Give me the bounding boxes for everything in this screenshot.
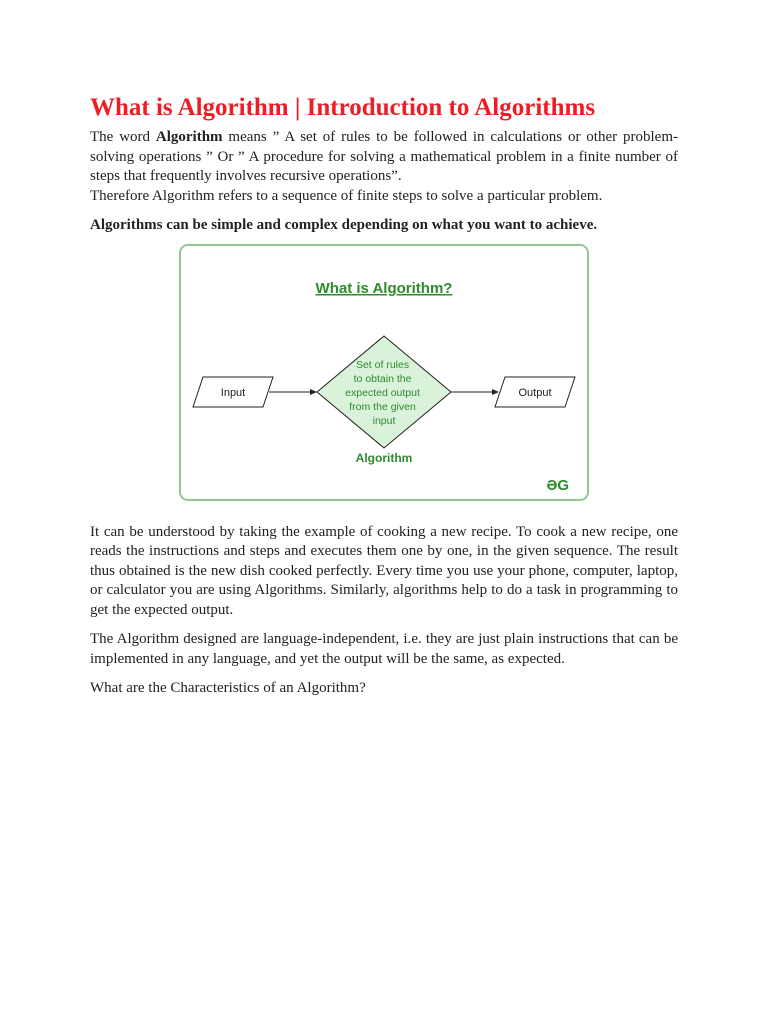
intro-term: Algorithm xyxy=(155,129,223,145)
decision-line-5: input xyxy=(372,414,396,427)
intro-paragraph xyxy=(90,128,678,187)
subheading: Algorithms can be simple and complex depending on what you want to achieve. xyxy=(90,217,598,233)
diagram-title: What is Algorithm? xyxy=(315,279,453,297)
language-paragraph: The Algorithm designed are language-independent, i.e. they are just plain instructions that can be implemented in any language, and yet the output will be the same, as expected. xyxy=(90,631,678,667)
intro-prefix: The word xyxy=(90,129,156,145)
decision-line-1: Set of rules xyxy=(355,358,410,371)
input-label: Input xyxy=(220,386,246,399)
decision-line-3: expected output xyxy=(345,386,420,399)
intro-rest: means ” A set of rules to be followed in calculations or other problem-solving operations ” Or ” A procedure for solving a mathematical problem in a finite number of steps that frequently involves recursive operations”. xyxy=(90,129,678,184)
recipe-paragraph: It can be understood by taking the example of cooking a new recipe. To cook a new recipe, one reads the instructions and steps and executes them one by one, in the given sequence. The result thus obtained is the new dish cooked perfectly. Every time you use your phone, computer, laptop, or calculator you are using Algorithms. Similarly, algorithms help to do a task in programming to get the expected output. xyxy=(90,523,678,618)
output-label: Output xyxy=(518,386,552,399)
document-page xyxy=(90,92,678,699)
therefore-paragraph: Therefore Algorithm refers to a sequence of finite steps to solve a particular problem. xyxy=(90,187,603,204)
decision-caption: Algorithm xyxy=(355,450,413,465)
page-title: What is Algorithm | Introduction to Algorithms xyxy=(90,94,596,121)
decision-line-2: to obtain the xyxy=(353,372,412,385)
algorithm-diagram xyxy=(179,244,589,501)
diagram-svg xyxy=(179,244,589,501)
characteristics-question: What are the Characteristics of an Algorithm? xyxy=(90,680,366,696)
decision-line-4: from the given xyxy=(349,400,416,413)
gfg-logo-icon: ƏG xyxy=(546,476,569,494)
